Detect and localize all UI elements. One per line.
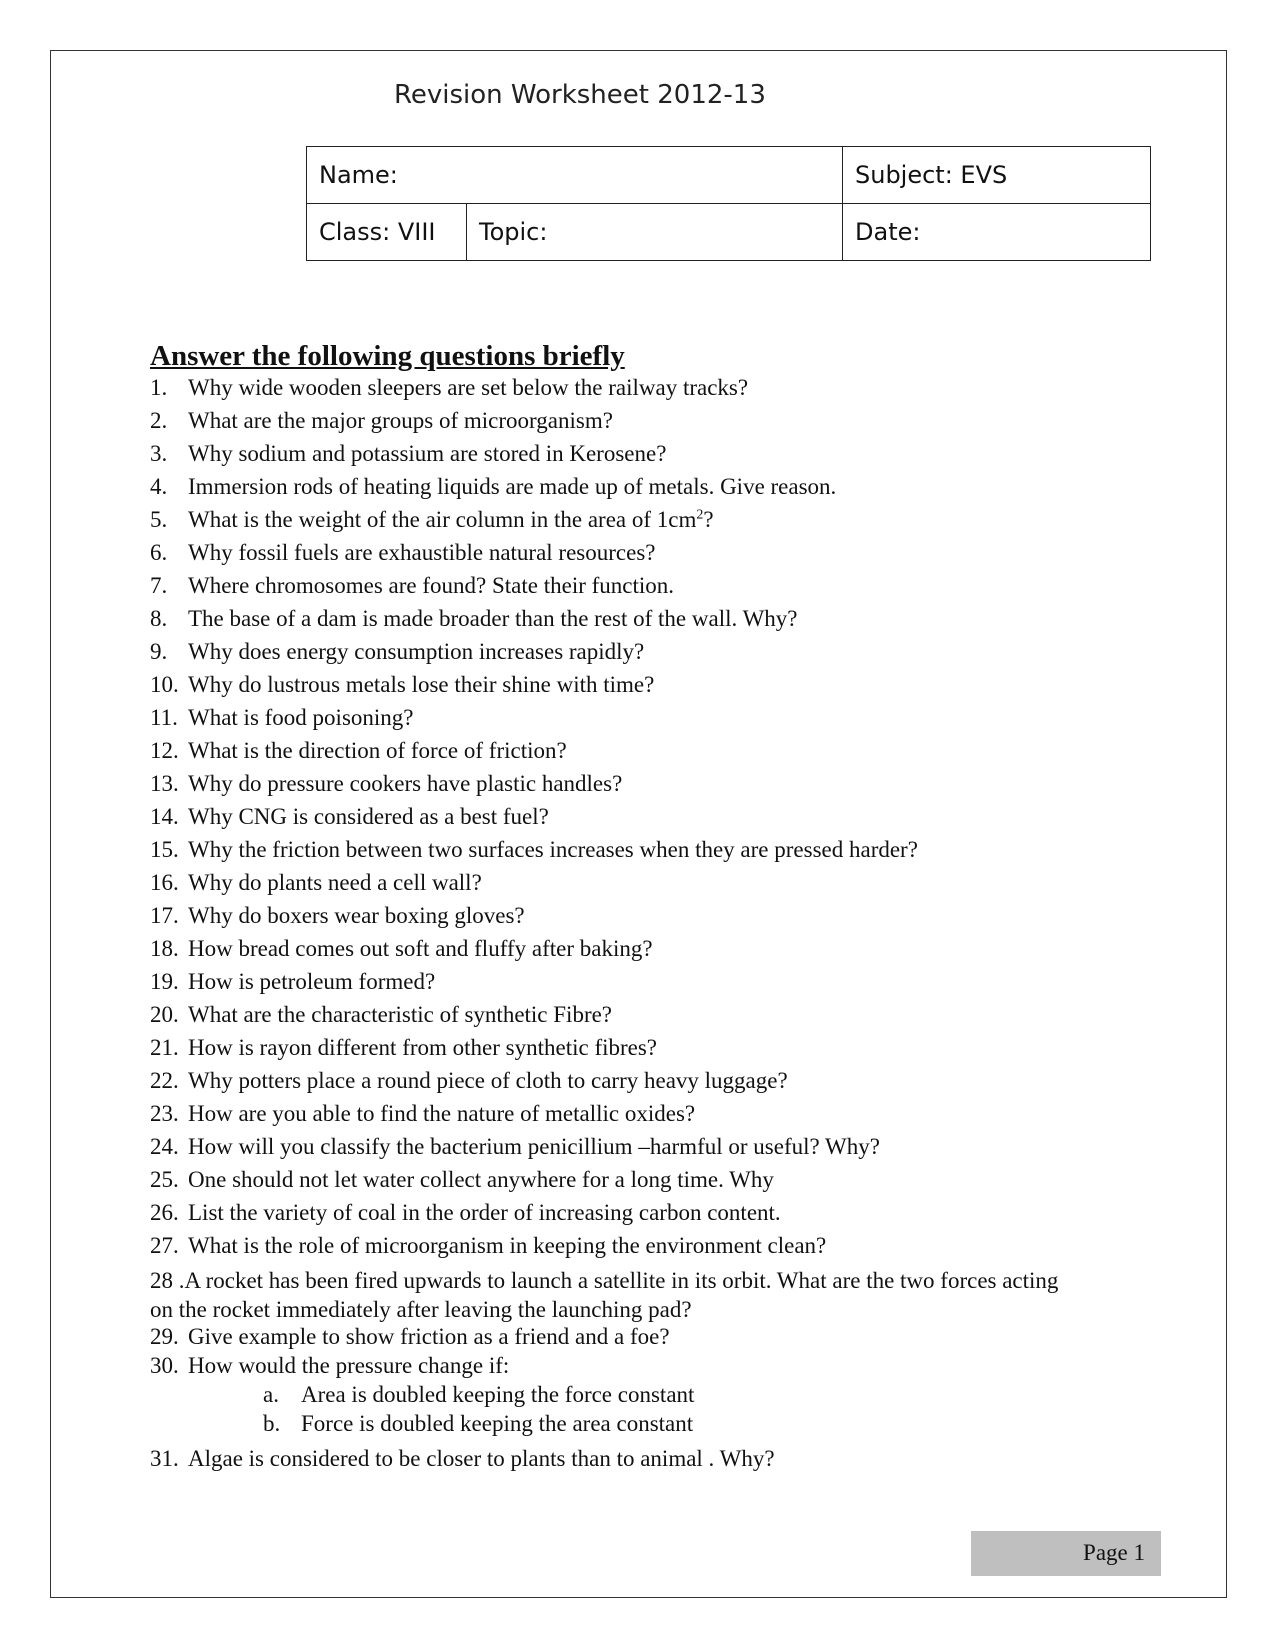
question-text: What is the direction of force of friction? bbox=[188, 738, 567, 763]
question-text: Why do lustrous metals lose their shine with time? bbox=[188, 672, 655, 697]
question-text: What are the characteristic of synthetic Fibre? bbox=[188, 1002, 613, 1027]
question-text: How will you classify the bacterium penicillium –harmful or useful? Why? bbox=[188, 1134, 880, 1159]
question-number: 9. bbox=[150, 639, 168, 664]
question-body bbox=[188, 408, 613, 434]
sub-question-text: Force is doubled keeping the area constant bbox=[301, 1411, 694, 1436]
question-text: Give example to show friction as a friend and a foe? bbox=[188, 1324, 670, 1349]
question-text: Why CNG is considered as a best fuel? bbox=[188, 804, 549, 829]
question-item bbox=[150, 903, 1150, 936]
topic-cell: Topic: bbox=[467, 204, 843, 261]
question-text: How would the pressure change if: bbox=[188, 1353, 510, 1378]
question-31 bbox=[150, 1446, 1150, 1479]
student-info-table bbox=[306, 146, 1151, 261]
question-item bbox=[150, 474, 1150, 507]
page-footer bbox=[971, 1531, 1161, 1576]
question-text: What is the role of microorganism in keeping the environment clean? bbox=[188, 1233, 827, 1258]
question-number: 1. bbox=[150, 375, 168, 400]
question-number: 29. bbox=[150, 1324, 179, 1349]
question-text: How is rayon different from other synthetic fibres? bbox=[188, 1035, 658, 1060]
question-body bbox=[188, 507, 714, 533]
question-number: 25. bbox=[150, 1167, 179, 1192]
question-number: 12. bbox=[150, 738, 179, 763]
question-28-line-2: on the rocket immediately after leaving the launching pad? bbox=[150, 1297, 692, 1322]
question-body bbox=[188, 738, 567, 764]
question-number: 21. bbox=[150, 1035, 179, 1060]
question-item bbox=[150, 1068, 1150, 1101]
question-item bbox=[150, 573, 1150, 606]
question-item bbox=[150, 507, 1150, 540]
superscript: 2 bbox=[696, 507, 704, 523]
question-29 bbox=[150, 1324, 1150, 1353]
class-cell: Class: VIII bbox=[307, 204, 467, 261]
question-number: 30. bbox=[150, 1353, 179, 1378]
question-body bbox=[188, 936, 653, 962]
question-item bbox=[150, 1035, 1150, 1068]
info-row-2 bbox=[307, 204, 1151, 261]
question-item bbox=[150, 408, 1150, 441]
question-text: What are the major groups of microorganism? bbox=[188, 408, 613, 433]
sub-question-letter: a. bbox=[263, 1382, 279, 1407]
question-text: Where chromosomes are found? State their function. bbox=[188, 573, 675, 598]
question-body bbox=[188, 1134, 880, 1160]
question-30 bbox=[150, 1353, 1150, 1382]
question-item bbox=[150, 639, 1150, 672]
question-number: 6. bbox=[150, 540, 168, 565]
question-text: How bread comes out soft and fluffy after baking? bbox=[188, 936, 653, 961]
question-item bbox=[150, 705, 1150, 738]
question-body bbox=[188, 1233, 826, 1259]
question-number: 22. bbox=[150, 1068, 179, 1093]
question-number: 4. bbox=[150, 474, 168, 499]
question-body bbox=[188, 573, 674, 599]
question-number: 14. bbox=[150, 804, 179, 829]
question-text: Why the friction between two surfaces increases when they are pressed harder? bbox=[188, 837, 918, 862]
question-text: Algae is considered to be closer to plants than to animal . Why? bbox=[188, 1446, 775, 1471]
question-item bbox=[150, 606, 1150, 639]
question-item bbox=[150, 738, 1150, 771]
question-number: 20. bbox=[150, 1002, 179, 1027]
question-body bbox=[188, 1200, 781, 1226]
question-text: Why potters place a round piece of cloth to carry heavy luggage? bbox=[188, 1068, 788, 1093]
subject-cell: Subject: EVS bbox=[843, 147, 1151, 204]
question-body bbox=[188, 672, 654, 698]
question-number: 13. bbox=[150, 771, 179, 796]
question-text: Why wide wooden sleepers are set below the railway tracks? bbox=[188, 375, 749, 400]
question-item bbox=[150, 936, 1150, 969]
question-item bbox=[150, 1167, 1150, 1200]
question-body bbox=[188, 969, 435, 995]
question-item bbox=[150, 1233, 1150, 1266]
question-text: How are you able to find the nature of metallic oxides? bbox=[188, 1101, 696, 1126]
question-item bbox=[150, 540, 1150, 573]
question-item bbox=[150, 672, 1150, 705]
question-number: 3. bbox=[150, 441, 168, 466]
question-number: 24. bbox=[150, 1134, 179, 1159]
question-number: 17. bbox=[150, 903, 179, 928]
sub-question-letter: b. bbox=[263, 1411, 281, 1436]
question-item bbox=[150, 1200, 1150, 1233]
question-number: 5. bbox=[150, 507, 168, 532]
sub-question-b bbox=[150, 1411, 1150, 1440]
question-body bbox=[188, 870, 482, 896]
question-number: 27. bbox=[150, 1233, 179, 1258]
question-text: Why do plants need a cell wall? bbox=[188, 870, 482, 895]
question-body bbox=[188, 474, 836, 500]
info-row-1 bbox=[307, 147, 1151, 204]
question-number: 19. bbox=[150, 969, 179, 994]
question-text: How is petroleum formed? bbox=[188, 969, 436, 994]
question-body bbox=[188, 540, 656, 566]
question-number: 7. bbox=[150, 573, 168, 598]
question-body bbox=[188, 375, 748, 401]
question-number: 31. bbox=[150, 1446, 179, 1471]
question-number: 16. bbox=[150, 870, 179, 895]
question-body bbox=[188, 837, 918, 863]
question-item bbox=[150, 969, 1150, 1002]
question-item bbox=[150, 1002, 1150, 1035]
question-number: 23. bbox=[150, 1101, 179, 1126]
question-body bbox=[188, 1068, 788, 1094]
section-heading: Answer the following questions briefly bbox=[150, 340, 625, 372]
question-text: Why do pressure cookers have plastic handles? bbox=[188, 771, 623, 796]
question-text: Why do boxers wear boxing gloves? bbox=[188, 903, 525, 928]
question-body bbox=[188, 804, 549, 830]
question-body bbox=[188, 1101, 695, 1127]
question-text: Why sodium and potassium are stored in Kerosene? bbox=[188, 441, 667, 466]
question-item bbox=[150, 375, 1150, 408]
question-text: Why does energy consumption increases rapidly? bbox=[188, 639, 645, 664]
question-body bbox=[188, 771, 622, 797]
question-number: 15. bbox=[150, 837, 179, 862]
question-number: 26. bbox=[150, 1200, 179, 1225]
question-body bbox=[188, 903, 525, 929]
question-body bbox=[188, 441, 666, 467]
question-list bbox=[150, 375, 1150, 1479]
sub-question-a bbox=[150, 1382, 1150, 1411]
question-text: What is food poisoning? bbox=[188, 705, 414, 730]
question-body bbox=[188, 1167, 774, 1193]
question-item bbox=[150, 771, 1150, 804]
page-number: Page 1 bbox=[1083, 1540, 1145, 1565]
question-item bbox=[150, 1101, 1150, 1134]
name-cell: Name: bbox=[307, 147, 843, 204]
question-28 bbox=[150, 1266, 1150, 1324]
question-number: 10. bbox=[150, 672, 179, 697]
question-suffix: ? bbox=[703, 507, 714, 532]
question-item bbox=[150, 441, 1150, 474]
question-body bbox=[188, 1035, 657, 1061]
date-cell: Date: bbox=[843, 204, 1151, 261]
question-body bbox=[188, 1002, 612, 1028]
question-number: 2. bbox=[150, 408, 168, 433]
question-text: The base of a dam is made broader than the rest of the wall. Why? bbox=[188, 606, 798, 631]
sub-question-text: Area is doubled keeping the force constant bbox=[301, 1382, 695, 1407]
question-body bbox=[188, 639, 644, 665]
question-text: Why fossil fuels are exhaustible natural resources? bbox=[188, 540, 656, 565]
question-number: 8. bbox=[150, 606, 168, 631]
question-text: What is the weight of the air column in the area of 1cm bbox=[188, 507, 697, 532]
question-text: Immersion rods of heating liquids are made up of metals. Give reason. bbox=[188, 474, 837, 499]
question-number: 11. bbox=[150, 705, 178, 730]
question-number: 18. bbox=[150, 936, 179, 961]
question-28-line-1: 28 .A rocket has been fired upwards to launch a satellite in its orbit. What are the two forces acting bbox=[150, 1268, 1059, 1293]
question-text: List the variety of coal in the order of increasing carbon content. bbox=[188, 1200, 781, 1225]
question-body bbox=[188, 606, 798, 632]
question-item bbox=[150, 870, 1150, 903]
question-body bbox=[188, 705, 414, 731]
worksheet-title: Revision Worksheet 2012-13 bbox=[394, 80, 766, 110]
question-item bbox=[150, 1134, 1150, 1167]
question-item bbox=[150, 804, 1150, 837]
question-text: One should not let water collect anywhere for a long time. Why bbox=[188, 1167, 774, 1192]
question-item bbox=[150, 837, 1150, 870]
